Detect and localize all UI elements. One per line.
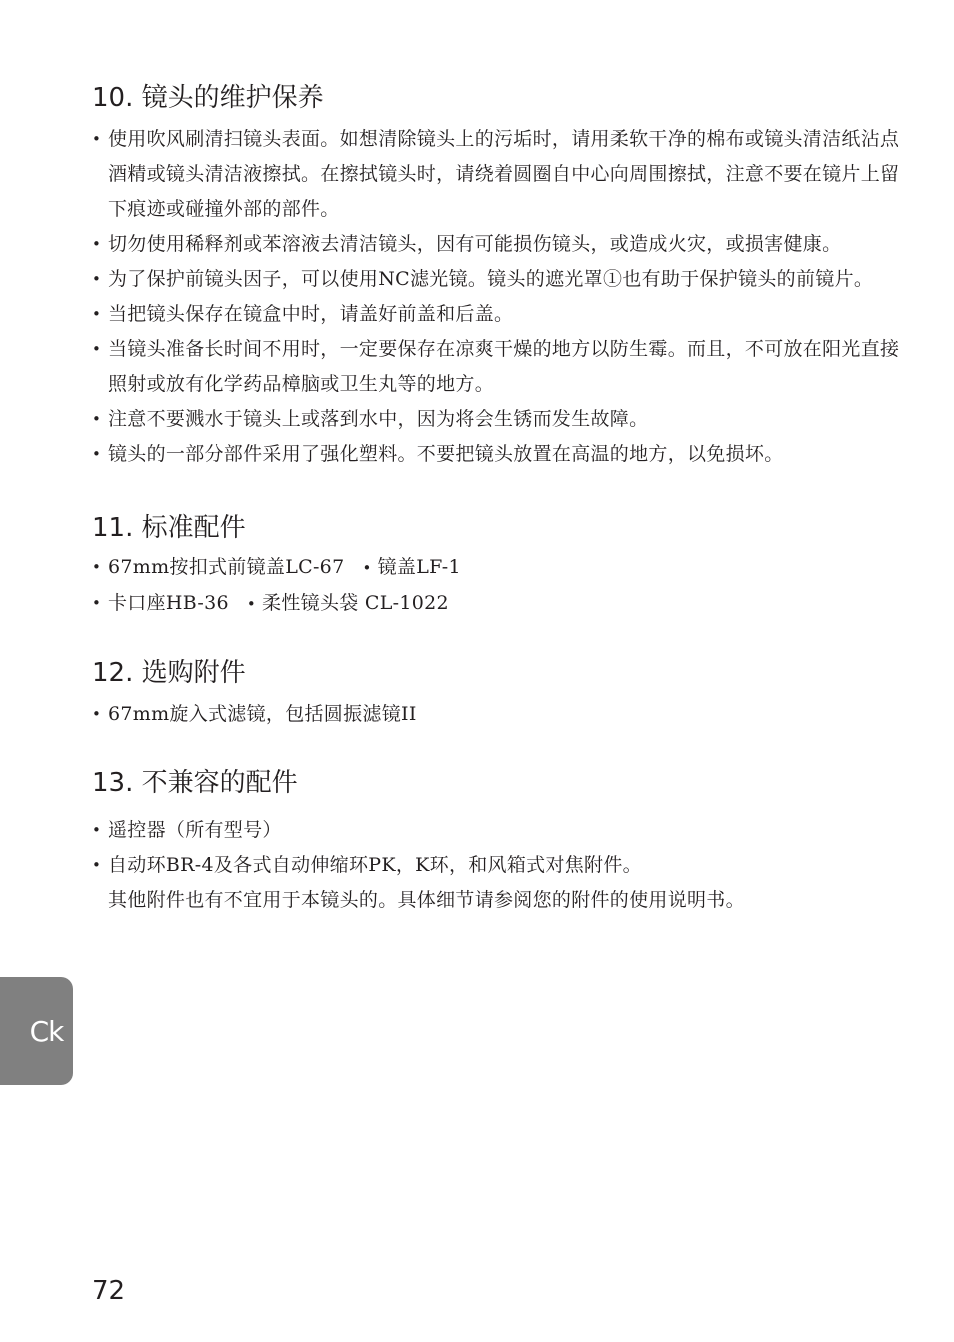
bullet-list: [92, 813, 902, 883]
accessory-name: • 镜盖LF-1: [362, 556, 460, 578]
section-optional-accessories: [92, 653, 902, 732]
note-text: 其他附件也有不宜用于本镜头的。具体细节请参阅您的附件的使用说明书。: [108, 889, 745, 911]
list-item: • 遥控器（所有型号）: [92, 813, 902, 848]
section-title: 10. 镜头的维护保养: [92, 83, 324, 113]
list-item: • 为了保护前镜头因子，可以使用NC滤光镜。镜头的遮光罩①也有助于保护镜头的前镜片。: [92, 262, 902, 297]
accessory-name: • 柔性镜头袋 CL-1022: [247, 592, 449, 614]
list-item: • 当把镜头保存在镜盒中时，请盖好前盖和后盖。: [92, 297, 902, 332]
list-item: • 注意不要溅水于镜头上或落到水中，因为将会生锈而发生故障。: [92, 402, 902, 437]
section-incompatible-accessories: [92, 763, 902, 918]
section-title: 11. 标准配件: [92, 513, 246, 543]
list-item: [92, 550, 902, 586]
language-tab: Ck: [0, 977, 73, 1085]
bullet-list: [92, 697, 902, 732]
bullet-list: [92, 122, 902, 472]
list-item: • 当镜头准备长时间不用时，一定要保存在凉爽干燥的地方以防生霉。而且，不可放在阳光直接照射或放有化学药品樟脑或卫生丸等的地方。: [92, 332, 902, 402]
page-number: 72: [92, 1276, 126, 1306]
list-item: • 使用吹风刷清扫镜头表面。如想清除镜头上的污垢时，请用柔软干净的棉布或镜头清洁纸沾点酒精或镜头清洁液擦拭。在擦拭镜头时，请绕着圆圈自中心向周围擦拭，注意不要在镜片上留下痕迹或碰撞外部的部件。: [92, 122, 902, 227]
list-item: • 自动环BR-4及各式自动伸缩环PK，K环，和风箱式对焦附件。: [92, 848, 902, 883]
section-title: 12. 选购附件: [92, 658, 246, 688]
page-content: [92, 78, 902, 918]
list-item: [92, 586, 902, 622]
list-item: • 镜头的一部分部件采用了强化塑料。不要把镜头放置在高温的地方，以免损坏。: [92, 437, 902, 472]
section-lens-maintenance: [92, 78, 902, 472]
list-item: • 切勿使用稀释剂或苯溶液去清洁镜头，因有可能损伤镜头，或造成火灾，或损害健康。: [92, 227, 902, 262]
accessory-name: 67mm按扣式前镜盖LC-67: [108, 556, 345, 578]
bullet-list: [92, 550, 902, 622]
list-item: • 67mm旋入式滤镜，包括圆振滤镜II: [92, 697, 902, 732]
section-title: 13. 不兼容的配件: [92, 768, 298, 798]
section-standard-accessories: [92, 508, 902, 622]
accessory-name: 卡口座HB-36: [108, 592, 229, 614]
